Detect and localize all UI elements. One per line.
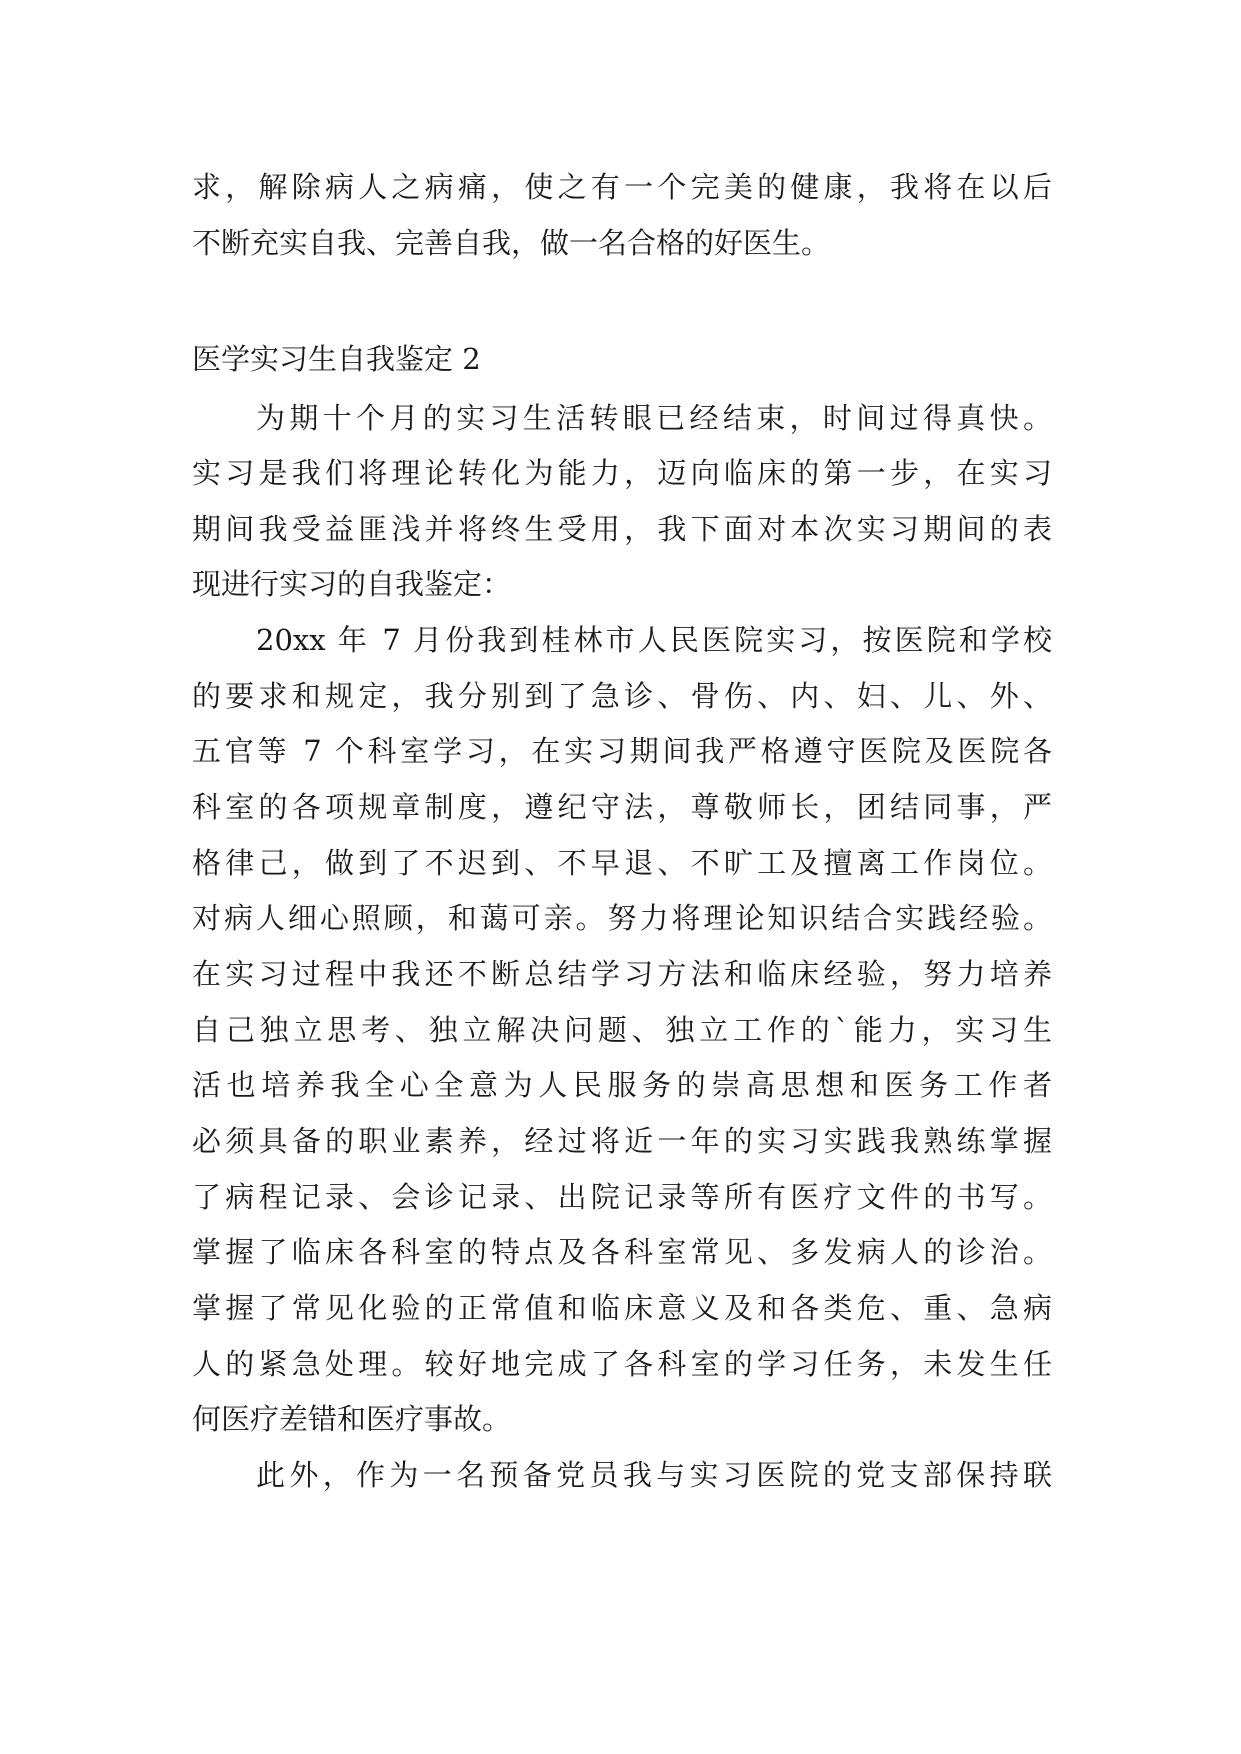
text-line: 人的紧急处理。较好地完成了各科室的学习任务，未发生任 bbox=[192, 1347, 1052, 1381]
text-line: 20xx 年 7 月份我到桂林市人民医院实习，按医院和学校 bbox=[256, 623, 1052, 657]
text-line: 何医疗差错和医疗事故。 bbox=[192, 1402, 512, 1436]
text-line: 在实习过程中我还不断总结学习方法和临床经验，努力培养 bbox=[192, 957, 1052, 991]
text-line: 不断充实自我、完善自我，做一名合格的好医生。 bbox=[192, 226, 831, 260]
text-line: 五官等 7 个科室学习，在实习期间我严格遵守医院及医院各 bbox=[192, 734, 1052, 768]
text-line: 掌握了常见化验的正常值和临床意义及和各类危、重、急病 bbox=[192, 1291, 1052, 1325]
text-line: 了病程记录、会诊记录、出院记录等所有医疗文件的书写。 bbox=[192, 1180, 1052, 1214]
text-line: 此外，作为一名预备党员我与实习医院的党支部保持联 bbox=[256, 1458, 1052, 1492]
text-line: 求，解除病人之病痛，使之有一个完美的健康，我将在以后 bbox=[192, 170, 1052, 204]
text-line: 必须具备的职业素养，经过将近一年的实习实践我熟练掌握 bbox=[192, 1124, 1052, 1158]
text-line: 格律己，做到了不迟到、不早退、不旷工及擅离工作岗位。 bbox=[192, 846, 1052, 880]
text-line: 实习是我们将理论转化为能力，迈向临床的第一步，在实习 bbox=[192, 456, 1052, 490]
text-line: 科室的各项规章制度，遵纪守法，尊敬师长，团结同事，严 bbox=[192, 790, 1052, 824]
text-line: 现进行实习的自我鉴定： bbox=[192, 567, 512, 601]
text-line: 为期十个月的实习生活转眼已经结束，时间过得真快。 bbox=[256, 401, 1052, 435]
text-line: 自己独立思考、独立解决问题、独立工作的`能力，实习生 bbox=[192, 1013, 1052, 1047]
text-line: 掌握了临床各科室的特点及各科室常见、多发病人的诊治。 bbox=[192, 1235, 1052, 1269]
text-line: 对病人细心照顾，和蔼可亲。努力将理论知识结合实践经验。 bbox=[192, 901, 1052, 935]
text-line: 期间我受益匪浅并将终生受用，我下面对本次实习期间的表 bbox=[192, 512, 1052, 546]
text-line: 的要求和规定，我分别到了急诊、骨伤、内、妇、儿、外、 bbox=[192, 679, 1052, 713]
section-title: 医学实习生自我鉴定 2 bbox=[192, 342, 481, 376]
text-line: 活也培养我全心全意为人民服务的崇高思想和医务工作者 bbox=[192, 1068, 1052, 1102]
